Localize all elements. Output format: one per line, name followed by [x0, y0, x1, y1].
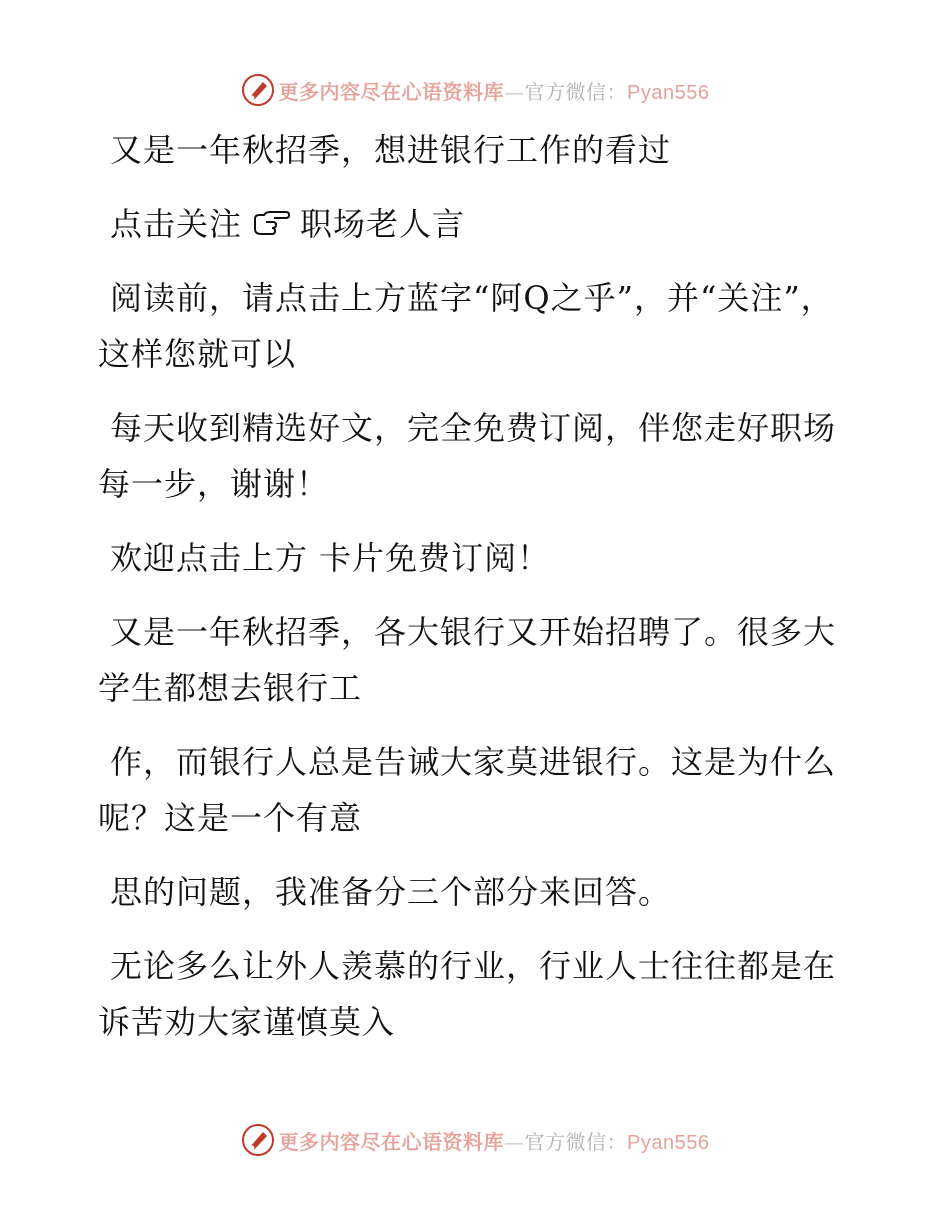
document-body [98, 122, 838, 1068]
paragraph: 无论多么让外人羡慕的行业，行业人士往往都是在诉苦劝大家谨慎莫入 [98, 947, 837, 1041]
paragraph: 又是一年秋招季，想进银行工作的看过 [110, 131, 672, 169]
follow-prompt: 点击关注 [110, 205, 243, 243]
pen-nib-logo-icon [241, 1123, 275, 1157]
follow-target: 职场老人言 [300, 205, 466, 243]
follow-line [98, 196, 838, 252]
paragraph: 欢迎点击上方 卡片免费订阅！ [110, 539, 551, 577]
paragraph: 又是一年秋招季，各大银行又开始招聘了。很多大学生都想去银行工 [98, 613, 837, 707]
paragraph: 每天收到精选好文，完全免费订阅，伴您走好职场每一步，谢谢！ [98, 409, 837, 503]
pen-nib-logo-icon [241, 73, 275, 107]
watermark-text: 更多内容尽在心语资料库—官方微信：Pyan556 [278, 79, 710, 104]
pointing-hand-icon [252, 209, 292, 237]
paragraph: 思的问题，我准备分三个部分来回答。 [110, 873, 672, 911]
watermark-text: 更多内容尽在心语资料库—官方微信：Pyan556 [278, 1129, 710, 1154]
header-watermark [0, 70, 950, 110]
paragraph: 作，而银行人总是告诫大家莫进银行。这是为什么呢？这是一个有意 [98, 743, 837, 837]
paragraph: 阅读前，请点击上方蓝字“阿Q之乎”，并“关注”，这样您就可以 [98, 279, 834, 373]
footer-watermark [0, 1120, 950, 1160]
